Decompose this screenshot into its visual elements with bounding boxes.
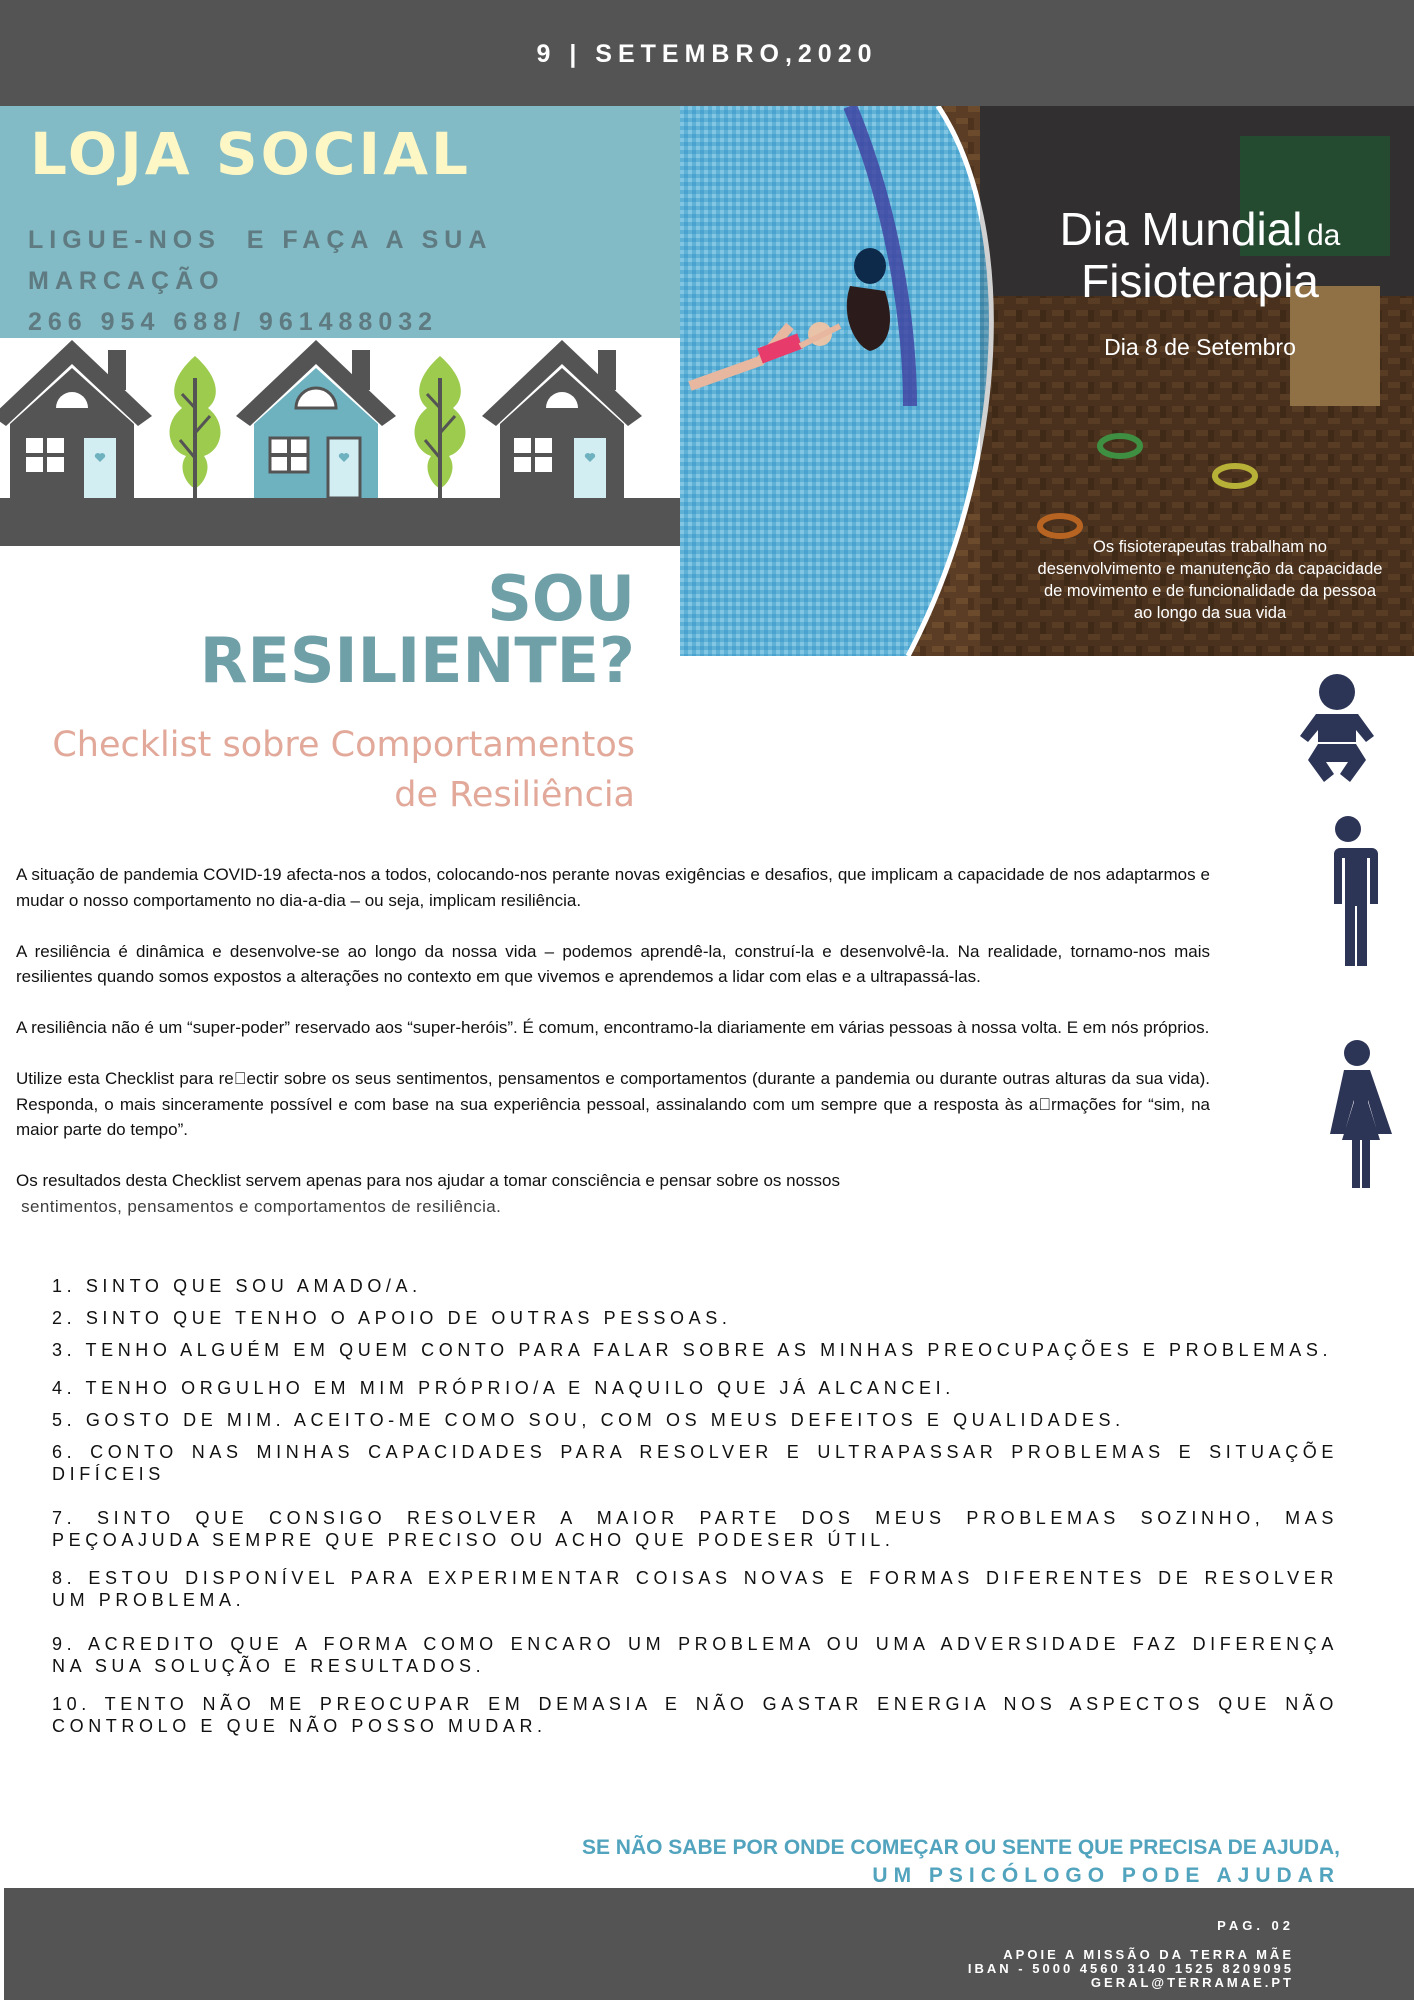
houses-illustration <box>0 338 680 546</box>
physio-title: Dia Mundial da Fisioterapia <box>1059 203 1341 307</box>
paragraph: A resiliência é dinâmica e desenvolve-se ao longo da nossa vida – podemos aprendê-la, construí-la e desenvolvê-la. Na realidade, tornamo-nos mais resilientes quando somos expostos a alterações no contexto em que vivemos e aprendemos a lidar com elas e a ultrapassá-las. <box>16 941 1210 986</box>
issue-date: 9 | SETEMBRO,2020 <box>536 40 878 68</box>
checklist-item: 8. ESTOU DISPONÍVEL PARA EXPERIMENTAR COISAS NOVAS E FORMAS DIFERENTES DE RESOLVER UM PROBLEMA. <box>52 1568 1338 1610</box>
paragraph: Utilize esta Checklist para re􀁐ectir sobre os seus sentimentos, pensamentos e comportamentos (durante a pandemia ou durante outras alturas da sua vida). Responda, o mais sinceramente possível e com base na sua experiência pessoal, assinalando com um sempre que a resposta às a􀁏rmações for “sim, na maior parte do tempo”. <box>16 1069 1210 1139</box>
email-link[interactable]: GERAL@TERRAMAE.PT <box>1090 1975 1294 1990</box>
checklist-item: 7. SINTO QUE CONSIGO RESOLVER A MAIOR PARTE DOS MEUS PROBLEMAS SOZINHO, MAS PEÇOAJUDA SEMPRE QUE PRECISO OU ACHO QUE PODESER ÚTIL. <box>52 1508 1338 1550</box>
checklist-item: 9. ACREDITO QUE A FORMA COMO ENCARO UM PROBLEMA OU UMA ADVERSIDADE FAZ DIFERENÇA NA SUA SOLUÇÃO E RESULTADOS. <box>52 1634 1338 1676</box>
checklist-item: 5. GOSTO DE MIM. ACEITO-ME COMO SOU, COM OS MEUS DEFEITOS E QUALIDADES. <box>52 1410 1125 1430</box>
footer-contact: APOIE A MISSÃO DA TERRA MÃE IBAN - 5000 4560 3140 1525 8209095 GERAL@TERRAMAE.PT <box>967 1947 1294 1990</box>
page-title: SOU RESILIENTE? <box>199 562 635 697</box>
checklist-item: 4. TENHO ORGULHO EM MIM PRÓPRIO/A E NAQUILO QUE JÁ ALCANCEI. <box>52 1378 955 1398</box>
physio-caption: Os fisioterapeutas trabalham no desenvolvimento e manutenção da capacidade de movimento e de funcionalidade da pessoa ao longo da sua vida <box>1037 538 1383 622</box>
checklist-item: 6. CONTO NAS MINHAS CAPACIDADES PARA RESOLVER E ULTRAPASSAR PROBLEMAS E SITUAÇÕE DIFÍCEIS <box>52 1442 1338 1484</box>
checklist-item: 1. SINTO QUE SOU AMADO/A. <box>52 1276 422 1296</box>
paragraph: A resiliência não é um “super-poder” reservado aos “super-heróis”. É comum, encontramo-la diariamente em várias pessoas à nossa volta. E em nós próprios. <box>16 1018 1210 1037</box>
checklist-item: 2. SINTO QUE TENHO O APOIO DE OUTRAS PESSOAS. <box>52 1308 732 1328</box>
footer-bar <box>4 1888 1414 2000</box>
contact-line-2: MARCAÇÃO <box>28 267 225 295</box>
intro-text <box>16 862 1210 1219</box>
checklist-item: 10. TENTO NÃO ME PREOCUPAR EM DEMASIA E NÃO GASTAR ENERGIA NOS ASPECTOS QUE NÃO CONTROLO E QUE NÃO POSSO MUDAR. <box>52 1694 1338 1736</box>
checklist-item: 3. TENHO ALGUÉM EM QUEM CONTO PARA FALAR SOBRE AS MINHAS PREOCUPAÇÕES E PROBLEMAS. <box>52 1340 1333 1360</box>
loja-social-title: LOJA SOCIAL <box>30 120 471 188</box>
page-number: PAG. 02 <box>1217 1918 1294 1933</box>
header-bar <box>0 0 1414 106</box>
help-call-to-action: SE NÃO SABE POR ONDE COMEÇAR OU SENTE QUE PRECISA DE AJUDA, UM PSICÓLOGO PODE AJUDAR <box>581 1836 1340 1887</box>
woman-icon <box>1322 1040 1392 1193</box>
contact-line-1: LIGUE-NOS E FAÇA A SUA <box>28 226 493 254</box>
results-note: Os resultados desta Checklist servem apenas para nos ajudar a tomar consciência e pensar sobre os nossos sentimentos, pensamentos e comportamentos de resiliência. <box>16 1171 840 1216</box>
baby-icon <box>1298 672 1376 789</box>
physio-date: Dia 8 de Setembro <box>1104 334 1296 360</box>
man-icon <box>1318 816 1378 973</box>
physiotherapy-day-image <box>680 106 1414 656</box>
resilience-checklist <box>52 1275 1338 1753</box>
loja-social-panel <box>0 106 680 338</box>
checklist-subtitle: Checklist sobre Comportamentos de Resiliência <box>52 725 635 815</box>
phone-numbers[interactable]: 266 954 688/ 961488032 <box>28 308 439 336</box>
paragraph: A situação de pandemia COVID-19 afecta-nos a todos, colocando-nos perante novas exigências e desafios, que implicam a capacidade de nos adaptarmos e mudar o nosso comportamento no dia-a-dia – ou seja, implicam resiliência. <box>16 865 1210 910</box>
loja-social-contact <box>28 220 492 343</box>
